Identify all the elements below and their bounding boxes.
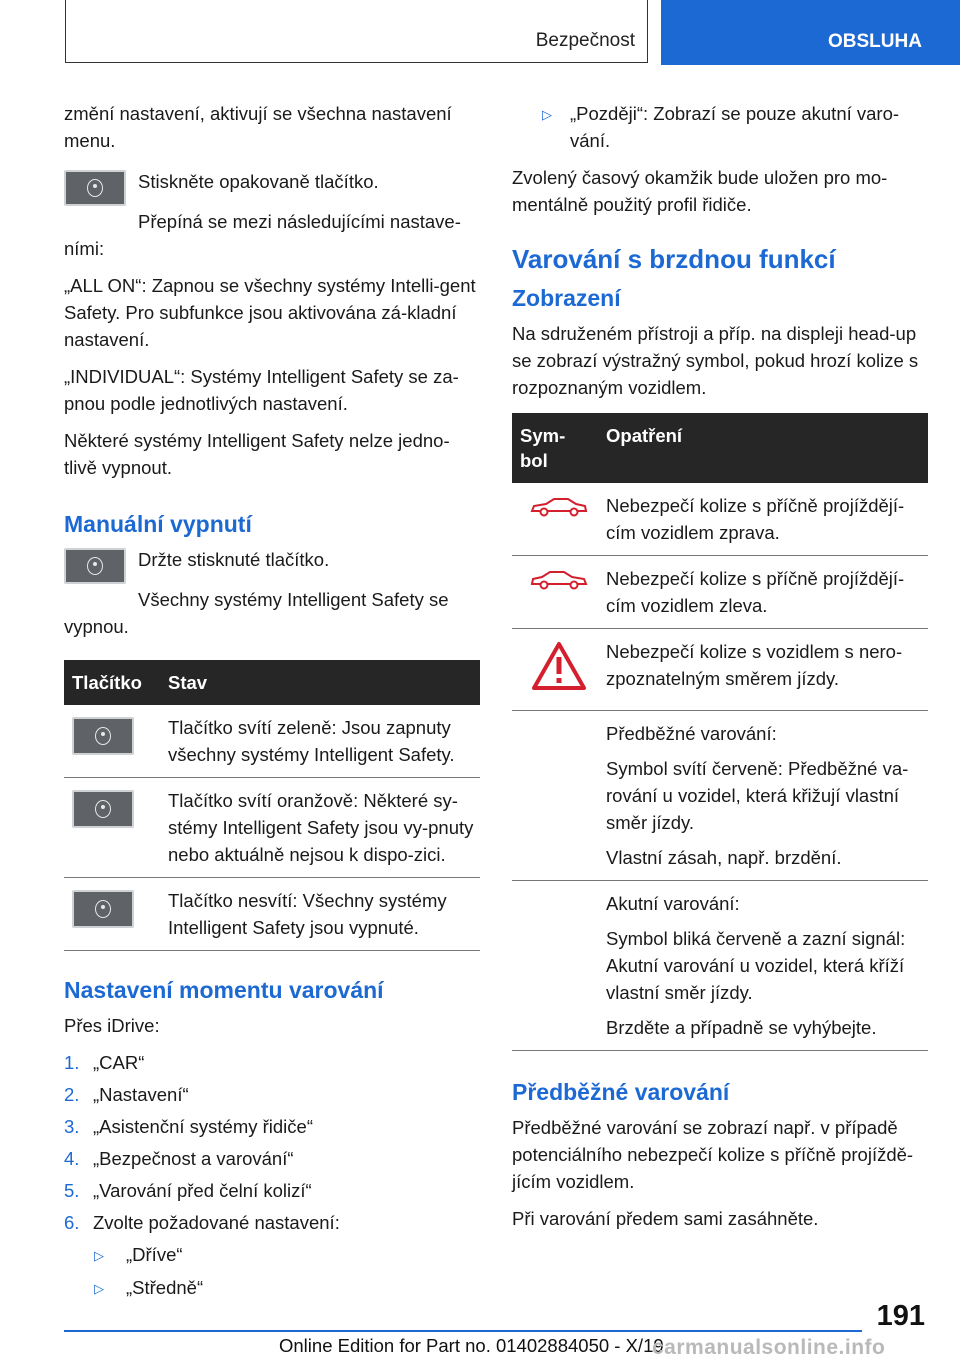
display-heading: Zobrazení bbox=[512, 285, 621, 311]
list-item: 3. „Asistenční systémy řidiče“ bbox=[64, 1116, 313, 1137]
options-list bbox=[64, 1241, 480, 1301]
saved-note-text: Zvolený časový okamžik bude uložen pro mo-mentálně použitý profil řidiče. bbox=[512, 167, 888, 215]
table-row bbox=[512, 881, 928, 1051]
footer-divider bbox=[64, 1330, 862, 1332]
col-header-state: Stav bbox=[160, 660, 480, 705]
action-text: Akutní varování: Symbol bliká červeně a zazní signál: Akutní varování u vozidel, která kříží vlastní směr jízdy. Brzděte a případně se vyhýbejte. bbox=[598, 881, 928, 1051]
header-section-title: Bezpečnost bbox=[535, 30, 635, 51]
manual-off-heading: Manuální vypnutí bbox=[64, 511, 252, 537]
symbol-table bbox=[512, 413, 928, 1051]
state-text: Tlačítko svítí zeleně: Jsou zapnuty všechny systémy Intelligent Safety. bbox=[160, 705, 480, 778]
list-item: 4. „Bezpečnost a varování“ bbox=[64, 1148, 294, 1169]
intro-text: změní nastavení, aktivují se všechna nastavení menu. bbox=[64, 103, 452, 151]
watermark: carmanualsonline.info bbox=[652, 1336, 886, 1359]
intelligent-safety-button-icon bbox=[64, 548, 126, 584]
intervene-text: Při varování předem sami zasáhněte. bbox=[512, 1208, 819, 1229]
pre-warning-heading: Předběžné varování bbox=[512, 1079, 730, 1105]
list-item: ▷ „Dříve“ bbox=[64, 1241, 480, 1268]
page-number: 191 bbox=[876, 1300, 925, 1332]
press-again-text: Stiskněte opakovaně tlačítko. bbox=[138, 171, 379, 192]
later-option-item: ▷ „Později“: Zobrazí se pouze akutní varo-vání. bbox=[542, 103, 900, 151]
action-text: Nebezpečí kolize s příčně projíždějí-cím vozidlem zleva. bbox=[598, 556, 928, 629]
bullet-triangle-icon: ▷ bbox=[94, 1281, 104, 1296]
list-item: ▷ „Středně“ bbox=[64, 1274, 480, 1301]
intelligent-safety-button-icon bbox=[64, 170, 126, 206]
col-header-symbol: Sym-bol bbox=[512, 413, 598, 483]
table-row bbox=[64, 705, 480, 778]
steps-list bbox=[64, 1049, 480, 1236]
list-item: 1. „CAR“ bbox=[64, 1052, 145, 1073]
action-text: Nebezpečí kolize s příčně projíždějí-cím vozidlem zprava. bbox=[598, 483, 928, 556]
list-item: 2. „Nastavení“ bbox=[64, 1084, 189, 1105]
table-row bbox=[512, 483, 928, 556]
list-item: 6. Zvolte požadované nastavení: bbox=[64, 1212, 340, 1233]
display-text: Na sdruženém přístroji a příp. na displeji head-up se zobrazí výstražný symbol, pokud hrozí kolize s rozpoznaným vozidlem. bbox=[512, 323, 919, 398]
all-on-text: „ALL ON“: Zapnou se všechny systémy Intelli-gent Safety. Pro subfunkce jsou aktivována zá-kladní nastavení. bbox=[64, 275, 476, 350]
button-off-icon bbox=[72, 890, 134, 928]
list-item: 5. „Varování před čelní kolizí“ bbox=[64, 1180, 312, 1201]
pre-warning-text: Předběžné varování se zobrazí např. v případě potenciálního nebezpečí kolize s příčně projíždě-jícím vozidlem. bbox=[512, 1117, 914, 1192]
button-state-table bbox=[64, 660, 480, 951]
state-text: Tlačítko nesvítí: Všechny systémy Intelligent Safety jsou vypnuté. bbox=[160, 878, 480, 951]
table-row bbox=[512, 556, 928, 629]
action-text: Nebezpečí kolize s vozidlem s nero-zpoznatelným směrem jízdy. bbox=[598, 629, 928, 711]
table-row bbox=[64, 778, 480, 878]
press-again-row bbox=[64, 168, 480, 206]
footer-edition: Online Edition for Part no. 01402884050 - X/19 bbox=[279, 1335, 664, 1356]
individual-text: „INDIVIDUAL“: Systémy Intelligent Safety se za-pnou podle jednotlivých nastavení. bbox=[64, 366, 459, 414]
some-cannot-text: Některé systémy Intelligent Safety nelze jedno-tlivě vypnout. bbox=[64, 430, 450, 478]
hold-button-row bbox=[64, 546, 480, 584]
brake-warning-heading: Varování s brzdnou funkcí bbox=[512, 244, 836, 274]
all-off-text: Všechny systémy Intelligent Safety se vypnou. bbox=[64, 589, 449, 637]
car-left-icon bbox=[528, 568, 590, 592]
switch-intro-text: Přepíná se mezi následujícími nastave-ními: bbox=[64, 211, 461, 259]
col-header-action: Opatření bbox=[598, 413, 928, 483]
bullet-triangle-icon: ▷ bbox=[542, 107, 552, 122]
action-text: Předběžné varování: Symbol svítí červeně: Předběžné va-rování u vozidel, která křižují vlastní směr jízdy. Vlastní zásah, např. brzdění. bbox=[598, 711, 928, 881]
via-idrive-text: Přes iDrive: bbox=[64, 1015, 160, 1036]
table-row bbox=[512, 629, 928, 711]
state-text: Tlačítko svítí oranžově: Některé sy-stémy Intelligent Safety jsou vy-pnuty nebo aktuálně nejsou k dispo-zici. bbox=[160, 778, 480, 878]
header-chapter-label: OBSLUHA bbox=[828, 31, 922, 52]
left-column bbox=[64, 100, 480, 1305]
hold-button-text: Držte stisknuté tlačítko. bbox=[138, 549, 330, 570]
button-green-icon bbox=[72, 717, 134, 755]
car-right-icon bbox=[528, 495, 590, 519]
bullet-triangle-icon: ▷ bbox=[94, 1248, 104, 1263]
table-row bbox=[64, 878, 480, 951]
right-column bbox=[512, 100, 928, 1242]
warning-triangle-icon bbox=[531, 641, 587, 691]
timing-heading: Nastavení momentu varování bbox=[64, 977, 384, 1003]
button-orange-icon bbox=[72, 790, 134, 828]
col-header-button: Tlačítko bbox=[64, 660, 160, 705]
table-row bbox=[512, 711, 928, 881]
